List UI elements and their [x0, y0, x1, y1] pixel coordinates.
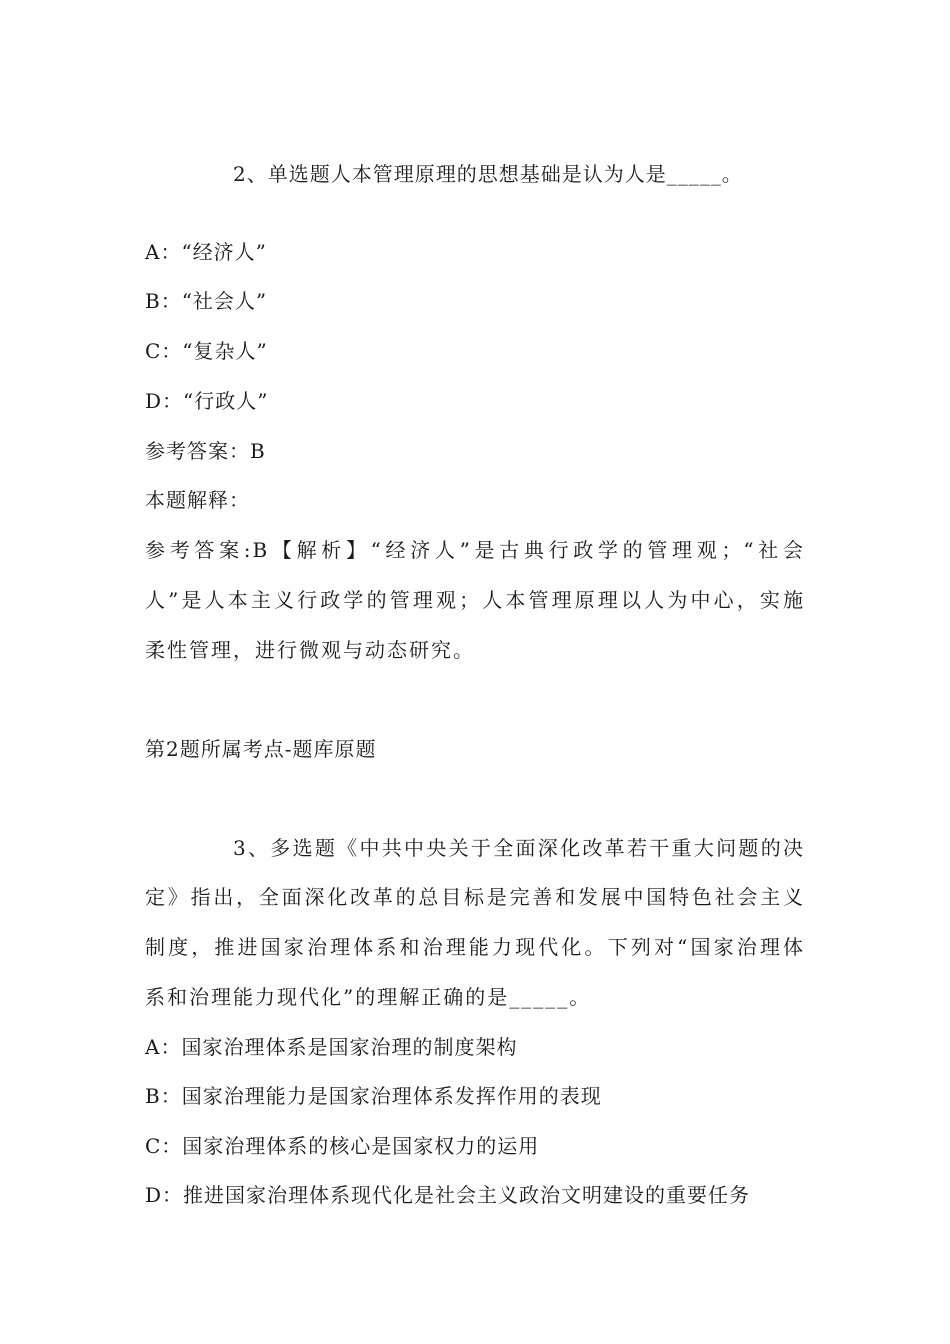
q2-option-c: C：“复杂人” — [145, 339, 268, 363]
q3-stem-line-3: 制度，推进国家治理体系和治理能力现代化。下列对“国家治理体 — [145, 935, 805, 959]
q3-option-b: B：国家治理能力是国家治理体系发挥作用的表现 — [145, 1084, 602, 1108]
q2-option-b: B：“社会人” — [145, 289, 268, 313]
q2-explain-label: 本题解释： — [145, 488, 250, 512]
q3-stem-line-4: 系和治理能力现代化”的理解正确的是_____。 — [145, 985, 592, 1009]
q3-option-a: A：国家治理体系是国家治理的制度架构 — [145, 1035, 518, 1059]
q3-stem-line-1: 3、多选题《中共中央关于全面深化改革若干重大问题的决 — [233, 836, 805, 860]
q3-option-d: D：推进国家治理体系现代化是社会主义政治文明建设的重要任务 — [145, 1183, 751, 1207]
q2-knowledge-point: 第2题所属考点-题库原题 — [145, 737, 377, 761]
q3-option-c: C：国家治理体系的核心是国家权力的运用 — [145, 1134, 540, 1158]
q3-stem-line-2: 定》指出，全面深化改革的总目标是完善和发展中国特色社会主义 — [145, 885, 805, 909]
q2-option-d: D：“行政人” — [145, 389, 269, 413]
q2-explain-line-2: 人”是人本主义行政学的管理观；人本管理原理以人为中心，实施 — [145, 588, 805, 612]
q2-explain-line-1: 参考答案:B【解析】“经济人”是古典行政学的管理观；“社会 — [145, 538, 805, 562]
q2-answer: 参考答案：B — [145, 439, 266, 463]
q2-explain-line-3: 柔性管理，进行微观与动态研究。 — [145, 638, 475, 662]
q2-option-a: A：“经济人” — [145, 240, 267, 264]
q2-stem: 2、单选题人本管理原理的思想基础是认为人是_____。 — [233, 162, 743, 186]
